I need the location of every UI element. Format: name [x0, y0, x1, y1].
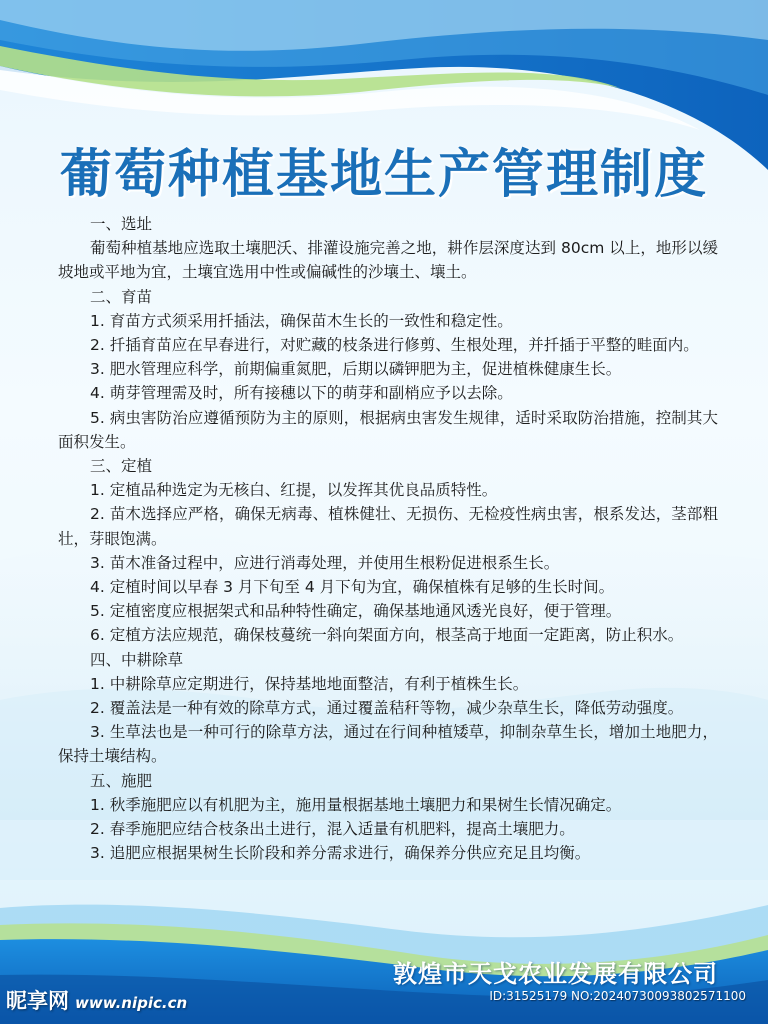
watermark-logo — [6, 985, 187, 1015]
paragraph: 1. 中耕除草应定期进行，保持基地地面整洁，有利于植株生长。 — [90, 674, 529, 693]
company-name: 敦煌市天戈农业发展有限公司 — [393, 960, 718, 988]
regulation-body — [58, 212, 718, 865]
section-heading: 五、施肥 — [90, 771, 153, 790]
watermark-id: ID:31525179 NO:20240730093802571100 — [489, 989, 746, 1003]
paragraph: 1. 秋季施肥应以有机肥为主，施用量根据基地土壤肥力和果树生长情况确定。 — [90, 795, 622, 814]
paragraph: 3. 苗木准备过程中，应进行消毒处理，并使用生根粉促进根系生长。 — [90, 553, 560, 572]
section-heading: 三、定植 — [90, 457, 153, 476]
paragraph: 2. 苗木选择应严格，确保无病毒、植株健壮、无损伤、无检疫性病虫害，根系发达，茎部粗壮，芽眼饱满。 — [58, 505, 718, 548]
section-heading: 二、育苗 — [90, 287, 153, 306]
watermark-site: www.nipic.cn — [75, 994, 188, 1012]
watermark-brand: 昵享网 — [6, 989, 69, 1013]
paragraph: 2. 春季施肥应结合枝条出土进行，混入适量有机肥料，提高土壤肥力。 — [90, 820, 575, 839]
section-heading: 一、选址 — [90, 215, 153, 233]
paragraph: 1. 育苗方式须采用扦插法，确保苗木生长的一致性和稳定性。 — [90, 311, 513, 330]
paragraph: 5. 定植密度应根据架式和品种特性确定，确保基地通风透光良好，便于管理。 — [90, 602, 622, 621]
paragraph: 3. 追肥应根据果树生长阶段和养分需求进行，确保养分供应充足且均衡。 — [90, 844, 591, 863]
paragraph: 葡萄种植基地应选取土壤肥沃、排灌设施完善之地，耕作层深度达到 80cm 以上，地形以缓坡地或平地为宜，土壤宜选用中性或偏碱性的沙壤土、壤土。 — [58, 239, 718, 282]
paragraph: 2. 扦插育苗应在早春进行，对贮藏的枝条进行修剪、生根处理，并扦插于平整的畦面内。 — [90, 336, 699, 355]
section-heading: 四、中耕除草 — [90, 650, 184, 669]
paragraph: 4. 萌芽管理需及时，所有接穗以下的萌芽和副梢应予以去除。 — [90, 384, 513, 403]
paragraph: 3. 生草法也是一种可行的除草方法，通过在行间种植矮草，抑制杂草生长，增加土地肥力，保持土壤结构。 — [58, 723, 718, 766]
paragraph: 2. 覆盖法是一种有效的除草方式，通过覆盖秸秆等物，减少杂草生长，降低劳动强度。 — [90, 699, 684, 718]
paragraph: 4. 定植时间以早春 3 月下旬至 4 月下旬为宜，确保植株有足够的生长时间。 — [90, 578, 615, 597]
paragraph: 6. 定植方法应规范，确保枝蔓统一斜向架面方向，根茎高于地面一定距离，防止积水。 — [90, 626, 684, 645]
paragraph: 5. 病虫害防治应遵循预防为主的原则，根据病虫害发生规律，适时采取防治措施，控制其大面积发生。 — [58, 408, 718, 451]
paragraph: 1. 定植品种选定为无核白、红提，以发挥其优良品质特性。 — [90, 481, 498, 500]
paragraph: 3. 肥水管理应科学，前期偏重氮肥，后期以磷钾肥为主，促进植株健康生长。 — [90, 360, 622, 379]
page-title: 葡萄种植基地生产管理制度 — [59, 145, 708, 205]
